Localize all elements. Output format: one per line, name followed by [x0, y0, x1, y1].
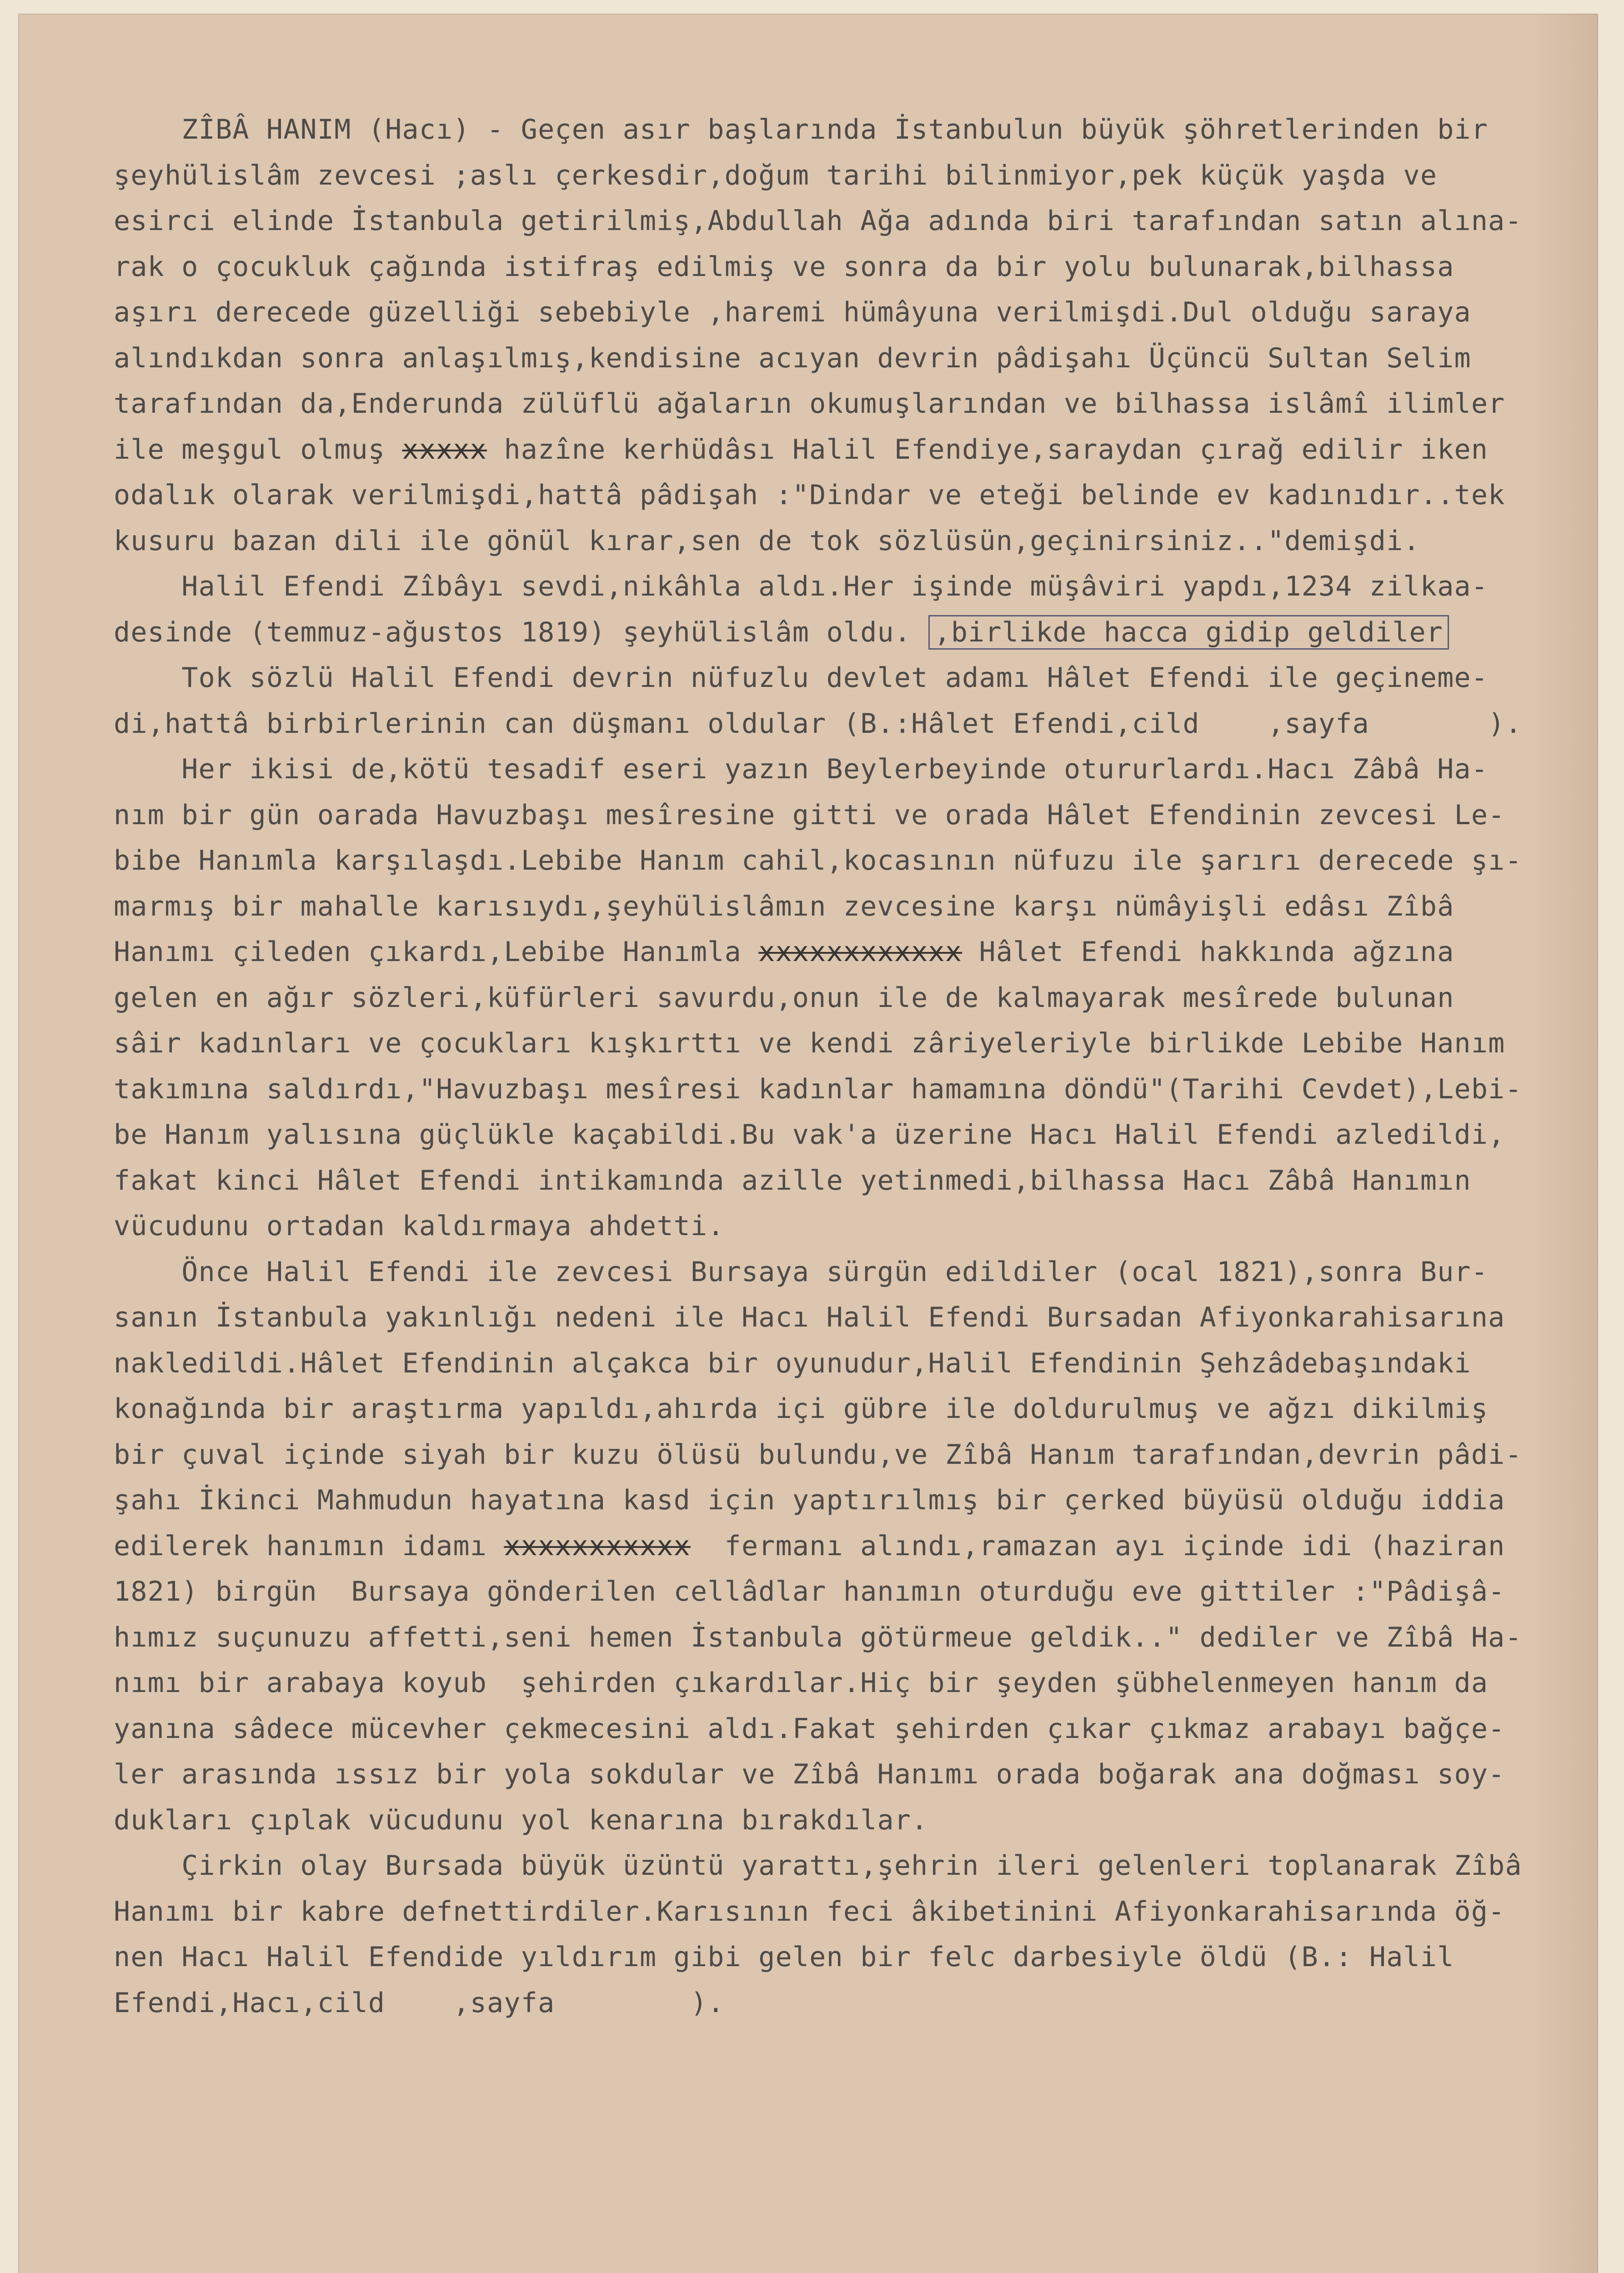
text-line: rak o çocukluk çağında istifraş edilmiş ve sonra da bir yolu bulunarak,bilhassa: [114, 250, 1454, 283]
text-line: nımı bir arabaya koyub şehirden çıkardılar.Hiç bir şeyden şübhelenmeyen hanım da: [114, 1667, 1489, 1699]
text-line: gelen en ağır sözleri,küfürleri savurdu,onun ile de kalmayarak mesîrede bulunan: [114, 981, 1454, 1014]
text-line: konağında bir araştırma yapıldı,ahırda içi gübre ile doldurulmuş ve ağzı dikilmiş: [114, 1393, 1489, 1425]
text-line: be Hanım yalısına güçlükle kaçabildi.Bu vak'a üzerine Hacı Halil Efendi azledildi,: [114, 1119, 1505, 1151]
text-segment: Hanımı çileden çıkardı,Lebibe Hanımla: [114, 936, 759, 968]
text-line: nım bir gün oarada Havuzbaşı mesîresine gitti ve orada Hâlet Efendinin zevcesi Le-: [114, 799, 1505, 831]
text-line: di,hattâ birbirlerinin can düşmanı oldular (B.:Hâlet Efendi,cild ,sayfa ).: [114, 707, 1522, 740]
struck-out-typing: xxxxxxxxxxx: [504, 1530, 691, 1562]
text-line: aşırı derecede güzelliği sebebiyle ,haremi hümâyuna verilmişdi.Dul olduğu saraya: [114, 296, 1471, 328]
text-line: ZÎBÂ HANIM (Hacı) - Geçen asır başlarında İstanbulun büyük şöhretlerinden bir: [114, 114, 1489, 145]
text-line: kusuru bazan dili ile gönül kırar,sen de tok sözlüsün,geçinirsiniz.."demişdi.: [114, 525, 1420, 557]
text-segment: fermanı alındı,ramazan ayı içinde idi (haziran: [691, 1530, 1505, 1562]
text-line: esirci elinde İstanbula getirilmiş,Abdullah Ağa adında biri tarafından satın alına-: [114, 205, 1522, 237]
boxed-annotation: ,birlikde hacca gidip geldiler: [928, 615, 1449, 650]
text-line: [114, 929, 1609, 975]
text-line: nen Hacı Halil Efendide yıldırım gibi gelen bir felc darbesiyle öldü (B.: Halil: [114, 1941, 1454, 1973]
text-line: Halil Efendi Zîbâyı sevdi,nikâhla aldı.Her işinde müşâviri yapdı,1234 zilkaa-: [114, 571, 1489, 602]
text-line: şeyhülislâm zevcesi ;aslı çerkesdir,doğum tarihi bilinmiyor,pek küçük yaşda ve: [114, 159, 1438, 191]
text-line: tarafından da,Enderunda zülüflü ağaların okumuşlarından ve bilhassa islâmî ilimler: [114, 388, 1505, 420]
text-line: odalık olarak verilmişdi,hattâ pâdişah :"Dindar ve eteği belinde ev kadınıdır..tek: [114, 479, 1505, 511]
text-line: Tok sözlü Halil Efendi devrin nüfuzlu devlet adamı Hâlet Efendi ile geçineme-: [114, 662, 1489, 694]
text-segment: ile meşgul olmuş: [114, 433, 402, 466]
text-line: Efendi,Hacı,cild ,sayfa ).: [114, 1987, 725, 2019]
text-line: Hanımı bir kabre defnettirdiler.Karısının feci âkibetinini Afiyonkarahisarında öğ-: [114, 1895, 1505, 1928]
text-segment: hazîne kerhüdâsı Halil Efendiye,saraydan çırağ edilir iken: [487, 433, 1489, 466]
text-line: 1821) birgün Bursaya gönderilen cellâdlar hanımın oturduğu eve gittiler :"Pâdişâ-: [114, 1576, 1505, 1607]
text-line: takımına saldırdı,"Havuzbaşı mesîresi kadınlar hamamına döndü"(Tarihi Cevdet),Lebi-: [114, 1073, 1522, 1105]
typewritten-sheet: [18, 14, 1598, 2273]
struck-out-typing: xxxxx: [402, 433, 487, 466]
text-segment: Hâlet Efendi hakkında ağzına: [962, 936, 1454, 968]
text-segment: desinde (temmuz-ağustos 1819) şeyhülislâm oldu.: [114, 616, 928, 648]
text-line: yanına sâdece mücevher çekmecesini aldı.Fakat şehirden çıkar çıkmaz arabayı bağçe-: [114, 1712, 1505, 1745]
document-body: [114, 107, 1609, 2026]
text-line: dukları çıplak vücudunu yol kenarına bırakdılar.: [114, 1804, 928, 1836]
text-line: sâir kadınları ve çocukları kışkırttı ve kendi zâriyeleriyle birlikde Lebibe Hanım: [114, 1027, 1505, 1059]
text-line: vücudunu ortadan kaldırmaya ahdetti.: [114, 1210, 725, 1242]
text-line: Önce Halil Efendi ile zevcesi Bursaya sürgün edildiler (ocal 1821),sonra Bur-: [114, 1256, 1489, 1288]
text-line: ler arasında ıssız bir yola sokdular ve Zîbâ Hanımı orada boğarak ana doğması soy-: [114, 1758, 1505, 1790]
text-line: Her ikisi de,kötü tesadif eseri yazın Beylerbeyinde otururlardı.Hacı Zâbâ Ha-: [114, 753, 1489, 785]
text-line: alındıkdan sonra anlaşılmış,kendisine acıyan devrin pâdişahı Üçüncü Sultan Selim: [114, 342, 1471, 374]
text-segment: edilerek hanımın idamı: [114, 1530, 504, 1562]
text-line: sanın İstanbula yakınlığı nedeni ile Hacı Halil Efendi Bursadan Afiyonkarahisarına: [114, 1302, 1505, 1333]
struck-out-typing: xxxxxxxxxxxx: [758, 936, 962, 968]
text-line: marmış bir mahalle karısıydı,şeyhülislâmın zevcesine karşı nümâyişli edâsı Zîbâ: [114, 890, 1454, 922]
text-line: nakledildi.Hâlet Efendinin alçakca bir oyunudur,Halil Efendinin Şehzâdebaşındaki: [114, 1347, 1471, 1379]
text-line: Çirkin olay Bursada büyük üzüntü yarattı,şehrin ileri gelenleri toplanarak Zîbâ: [114, 1850, 1522, 1882]
text-line: şahı İkinci Mahmudun hayatına kasd için yaptırılmış bir çerked büyüsü olduğu iddia: [114, 1484, 1505, 1516]
text-line: bibe Hanımla karşılaşdı.Lebibe Hanım cahil,kocasının nüfuzu ile şarırı derecede şı-: [114, 845, 1522, 876]
text-line: hımız suçunuzu affetti,seni hemen İstanbula götürmeue geldik.." dediler ve Zîbâ Ha-: [114, 1621, 1522, 1653]
text-line: fakat kinci Hâlet Efendi intikamında azille yetinmedi,bilhassa Hacı Zâbâ Hanımın: [114, 1164, 1471, 1197]
text-line: [114, 1523, 1609, 1569]
text-line: [114, 610, 1609, 656]
text-line: [114, 427, 1609, 473]
text-line: bir çuval içinde siyah bir kuzu ölüsü bulundu,ve Zîbâ Hanım tarafından,devrin pâdi-: [114, 1438, 1522, 1471]
